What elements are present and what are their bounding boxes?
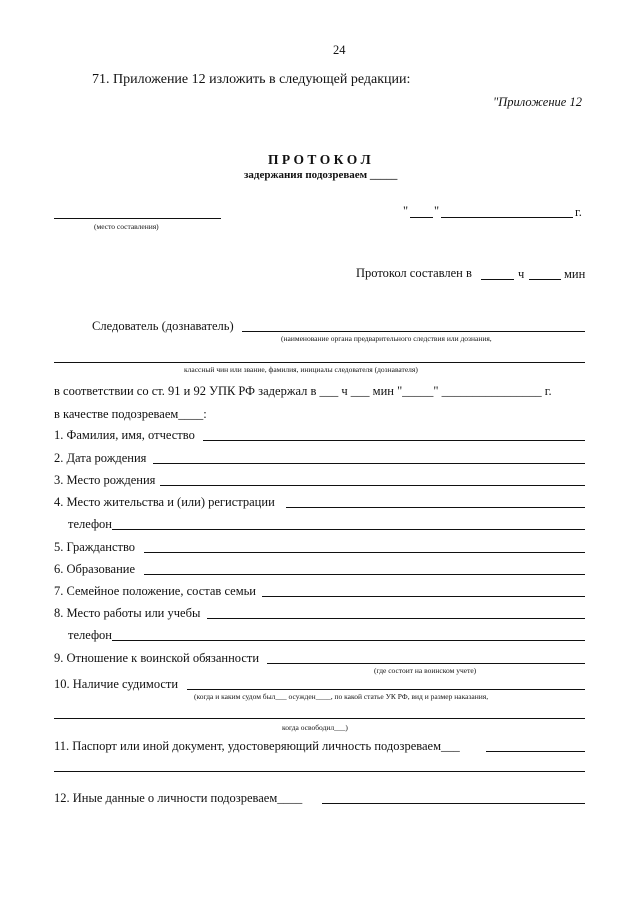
field-military-line[interactable]: [267, 663, 585, 664]
minutes-label: мин: [564, 267, 586, 281]
appendix-label: "Приложение 12: [493, 95, 582, 109]
field-birth-place-line[interactable]: [160, 485, 585, 486]
field-education-line[interactable]: [144, 574, 585, 575]
date-open-quote: ": [403, 204, 409, 218]
date-month-line[interactable]: [441, 217, 573, 218]
field-residence-phone-line[interactable]: [112, 529, 585, 530]
field-passport-label: 11. Паспорт или иной документ, удостоверяющий личность подозреваем___: [54, 739, 460, 753]
date-day-line[interactable]: [410, 217, 433, 218]
page-number: 24: [333, 43, 346, 57]
protocol-title: П Р О Т О К О Л: [268, 152, 371, 167]
protocol-subtitle: задержания подозреваем _____: [244, 169, 398, 181]
field-passport-line[interactable]: [486, 751, 585, 752]
field-work-label: 8. Место работы или учебы: [54, 606, 201, 620]
field-military-caption: (где состоит на воинском учете): [374, 666, 477, 675]
field-passport-line-2[interactable]: [54, 771, 585, 772]
field-residence-line[interactable]: [286, 507, 585, 508]
protocol-made-label: Протокол составлен в: [356, 266, 472, 280]
hours-label: ч: [518, 267, 525, 281]
field-citizenship-line[interactable]: [144, 552, 585, 553]
field-military-label: 9. Отношение к воинской обязанности: [54, 651, 260, 665]
intro-text: 71. Приложение 12 изложить в следующей редакции:: [92, 72, 411, 87]
field-other-line[interactable]: [322, 803, 585, 804]
rank-caption: классный чин или звание, фамилия, инициалы следователя (дознавателя): [184, 365, 418, 374]
field-conviction-line[interactable]: [187, 689, 585, 690]
field-birth-date-line[interactable]: [153, 463, 585, 464]
field-residence-label: 4. Место жительства и (или) регистрации: [54, 495, 275, 509]
date-year-label: г.: [575, 205, 582, 219]
date-close-quote: ": [434, 204, 440, 218]
field-work-phone-line[interactable]: [112, 640, 585, 641]
field-birth-date-label: 2. Дата рождения: [54, 451, 147, 465]
field-conviction-label: 10. Наличие судимости: [54, 677, 179, 691]
field-work-phone-label: телефон: [68, 628, 112, 642]
field-residence-phone-label: телефон: [68, 517, 112, 531]
rank-line[interactable]: [54, 362, 585, 363]
field-work-line[interactable]: [207, 618, 585, 619]
field-conviction-line-2[interactable]: [54, 718, 585, 719]
field-family-label: 7. Семейное положение, состав семьи: [54, 584, 256, 598]
field-full-name-label: 1. Фамилия, имя, отчество: [54, 428, 195, 442]
investigator-label: Следователь (дознаватель): [92, 319, 234, 333]
protocol-minutes-line[interactable]: [529, 279, 561, 280]
investigator-line[interactable]: [242, 331, 585, 332]
place-line[interactable]: [54, 218, 221, 219]
field-other-label: 12. Иные данные о личности подозреваем____: [54, 791, 303, 805]
protocol-hours-line[interactable]: [481, 279, 514, 280]
investigator-caption: (наименование органа предварительного следствия или дознания,: [281, 334, 492, 343]
field-family-line[interactable]: [262, 596, 585, 597]
field-education-label: 6. Образование: [54, 562, 136, 576]
place-caption: (место составления): [94, 222, 159, 231]
field-birth-place-label: 3. Место рождения: [54, 473, 156, 487]
field-conviction-caption: (когда и каким судом был___ осужден____, по какой статье УК РФ, вид и размер наказания,: [194, 692, 489, 701]
field-full-name-line[interactable]: [203, 440, 585, 441]
field-conviction-caption-2: когда освободил___): [282, 723, 348, 732]
field-citizenship-label: 5. Гражданство: [54, 540, 136, 554]
accordance-text: в соответствии со ст. 91 и 92 УПК РФ задержал в ___ ч ___ мин "_____" ________________ г.: [54, 384, 552, 398]
as-suspect-text: в качестве подозреваем____:: [54, 407, 207, 421]
